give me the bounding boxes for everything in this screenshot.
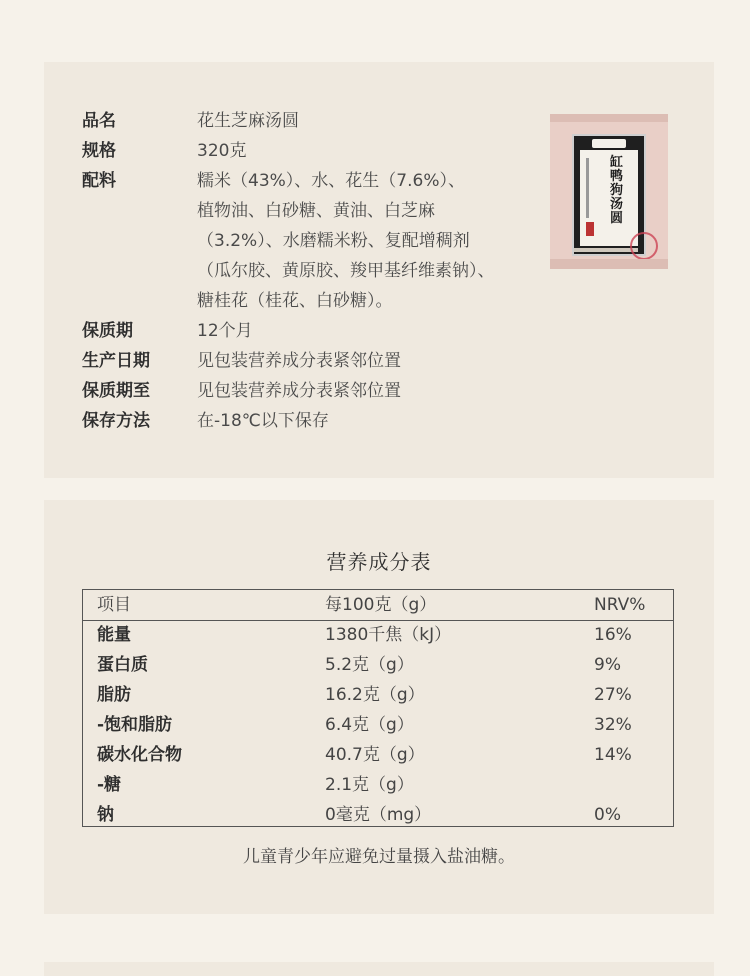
- table-row: [83, 770, 673, 800]
- table-row: [83, 800, 673, 830]
- header-item: 项目: [97, 595, 131, 615]
- next-card-edge: [44, 962, 714, 976]
- package-seal-top: [550, 114, 668, 122]
- nutrient-amount: 5.2克（g）: [325, 655, 414, 675]
- info-value: 花生芝麻汤圆: [197, 111, 299, 131]
- package-red-mark: [586, 222, 594, 236]
- nutrient-nrv: 32%: [594, 715, 632, 735]
- ingredients-line: （3.2%）、水磨糯米粉、复配增稠剂: [197, 231, 470, 251]
- nutrition-card: [44, 500, 714, 914]
- package-weight-bar: [574, 248, 638, 252]
- info-value: 见包装营养成分表紧邻位置: [197, 381, 401, 401]
- nutrient-name: 碳水化合物: [97, 745, 182, 765]
- nutrient-amount: 1380千焦（kJ）: [325, 625, 452, 645]
- header-nrv: NRV%: [594, 595, 646, 615]
- nutrient-name: 蛋白质: [97, 655, 148, 675]
- table-row: [83, 620, 673, 650]
- ingredients-line: 糯米（43%）、水、花生（7.6%）、: [197, 171, 465, 191]
- package-side-stripe: [586, 158, 589, 218]
- nutrient-amount: 2.1克（g）: [325, 775, 414, 795]
- info-value: 在-18℃以下保存: [197, 411, 329, 431]
- nutrient-name: -糖: [97, 775, 122, 795]
- product-info-card: [44, 62, 714, 478]
- nutrient-name: 能量: [97, 625, 131, 645]
- nutrition-title: 营养成分表: [326, 550, 432, 574]
- ingredients-line: 植物油、白砂糖、黄油、白芝麻: [197, 201, 435, 221]
- table-row: [83, 710, 673, 740]
- ingredients-line: （瓜尔胶、黄原胶、羧甲基纤维素钠）、: [197, 261, 495, 281]
- brand-logo: [592, 139, 626, 148]
- table-row: [83, 650, 673, 680]
- nutrient-nrv: 16%: [594, 625, 632, 645]
- package-stamp: [630, 232, 658, 260]
- info-label: 规格: [82, 141, 116, 161]
- nutrient-nrv: 14%: [594, 745, 632, 765]
- table-row: [83, 680, 673, 710]
- nutrition-table: [82, 589, 674, 827]
- table-header-row: [83, 590, 673, 621]
- nutrient-nrv: 0%: [594, 805, 621, 825]
- package-title: 缸鸭狗汤圆: [610, 155, 624, 226]
- info-label: 保存方法: [82, 411, 150, 431]
- info-value: 12个月: [197, 321, 253, 341]
- table-row: [83, 740, 673, 770]
- info-label: 保质期: [82, 321, 133, 341]
- nutrient-nrv: 27%: [594, 685, 632, 705]
- info-value: 见包装营养成分表紧邻位置: [197, 351, 401, 371]
- nutrient-name: 钠: [97, 805, 114, 825]
- info-label: 保质期至: [82, 381, 150, 401]
- info-label: 生产日期: [82, 351, 150, 371]
- nutrient-amount: 0毫克（mg）: [325, 805, 432, 825]
- product-package-image: [550, 114, 668, 269]
- nutrient-name: 脂肪: [97, 685, 131, 705]
- nutrient-nrv: 9%: [594, 655, 621, 675]
- nutrient-amount: 16.2克（g）: [325, 685, 425, 705]
- ingredients-list: [197, 166, 537, 316]
- info-label: 品名: [82, 111, 116, 131]
- package-seal-bottom: [550, 259, 668, 269]
- package-label-inner: [580, 150, 638, 246]
- header-per100g: 每100克（g）: [325, 595, 437, 615]
- nutrient-amount: 40.7克（g）: [325, 745, 425, 765]
- info-value: 320克: [197, 141, 247, 161]
- nutrition-note: 儿童青少年应避免过量摄入盐油糖。: [243, 847, 515, 867]
- nutrient-amount: 6.4克（g）: [325, 715, 414, 735]
- ingredients-line: 糖桂花（桂花、白砂糖）。: [197, 291, 393, 311]
- info-label: 配料: [82, 171, 116, 191]
- nutrient-name: -饱和脂肪: [97, 715, 173, 735]
